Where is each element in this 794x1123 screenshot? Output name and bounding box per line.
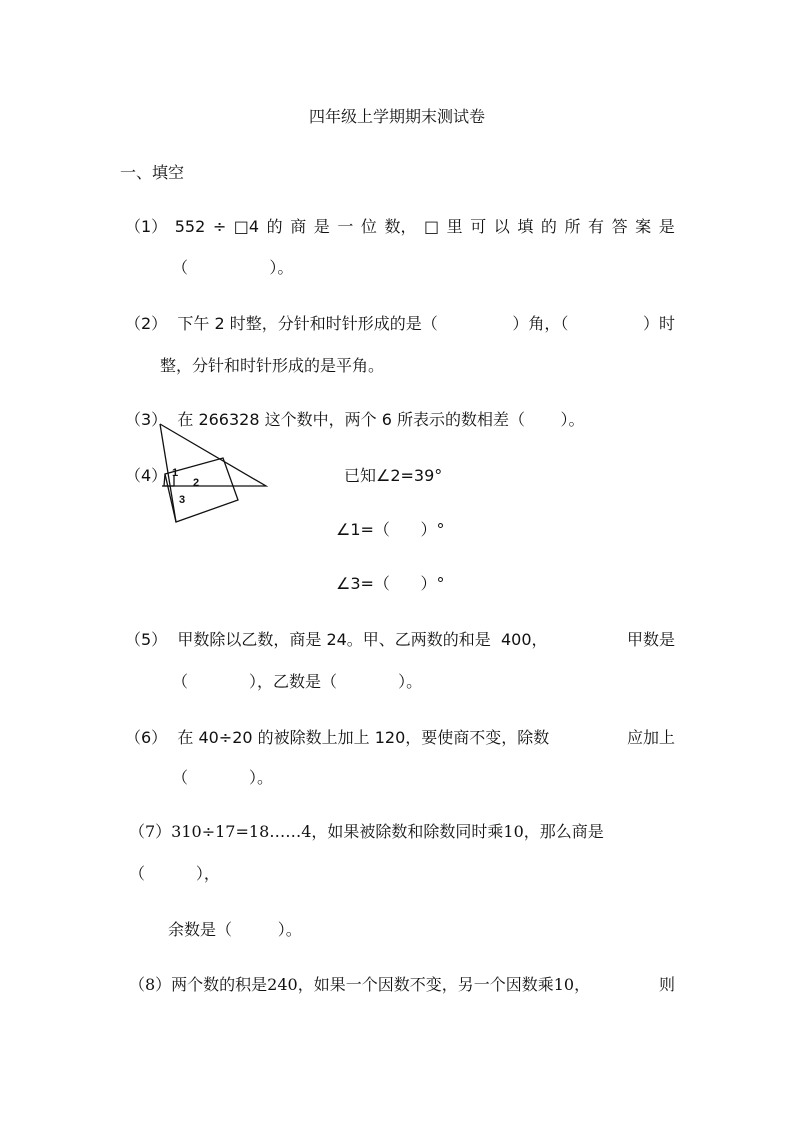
question-2-continuation: 整，分针和时针形成的是平角。 [160, 356, 385, 375]
question-1-word: 位 [360, 217, 377, 236]
question-6-text-left: （6） 在 40÷20 的被除数上加上 120，要使商不变，除数 [125, 728, 550, 747]
question-1-word: 的 [266, 217, 283, 236]
section-heading: 一、填空 [120, 163, 185, 182]
question-6-line [125, 728, 675, 748]
question-4-angle-1-blank[interactable]: ∠1=（ ）° [336, 520, 445, 539]
question-4-given: 已知∠2=39° [344, 466, 443, 485]
page-title: 四年级上学期期末测试卷 [308, 107, 485, 126]
question-1-word: ÷ [212, 217, 227, 236]
question-1-line [125, 217, 675, 237]
question-1-word: □ [424, 217, 440, 236]
question-2-line [125, 314, 675, 334]
question-1-word: 以 [493, 217, 510, 236]
question-1-word: 是 [658, 217, 675, 236]
question-1-word: 里 [446, 217, 463, 236]
question-5-text-left: （5） 甲数除以乙数，商是 24。甲、乙两数的和是 400， [125, 630, 548, 649]
question-1-word: 的 [540, 217, 557, 236]
question-1-word: 商 [290, 217, 307, 236]
question-6-answer-blank[interactable]: （ ）。 [172, 768, 274, 787]
question-1-word: 可 [470, 217, 487, 236]
question-1-word: 数， [384, 217, 417, 236]
question-1-word: （1） [125, 217, 168, 236]
question-4-number: （4） [125, 466, 168, 485]
angle-figure [156, 422, 271, 526]
question-1-word: 552 [174, 217, 206, 236]
question-2-text-right: ）时 [642, 314, 675, 333]
question-5-text-right: 甲数是 [626, 630, 675, 649]
question-8-text-left: （8）两个数的积是240，如果一个因数不变，另一个因数乘10， [129, 975, 591, 994]
question-1-word: 所 [564, 217, 581, 236]
question-8-line [129, 975, 675, 995]
question-1-answer-blank[interactable]: （ ）。 [172, 258, 294, 277]
question-8-text-right: 则 [658, 975, 675, 994]
angle-label-2: 2 [193, 477, 200, 489]
question-2-text-left: （2） 下午 2 时整，分针和时针形成的是（ [125, 314, 438, 333]
question-1-word: 一 [337, 217, 354, 236]
question-7-text: （7）310÷17=18……4，如果被除数和除数同时乘10，那么商是 [129, 822, 604, 841]
angle-label-3: 3 [179, 494, 186, 506]
question-1-word: 是 [313, 217, 330, 236]
question-1-word: 案 [635, 217, 652, 236]
question-7-remainder-blank[interactable]: 余数是（ ）。 [168, 920, 302, 939]
question-1-word: □4 [233, 217, 260, 236]
question-7-quotient-blank[interactable]: （ ）， [129, 864, 220, 883]
question-5-line [125, 630, 675, 650]
question-6-text-right: 应加上 [626, 728, 675, 747]
question-4-angle-3-blank[interactable]: ∠3=（ ）° [336, 574, 445, 593]
question-3-text: （3） 在 266328 这个数中，两个 6 所表示的数相差（ ）。 [125, 410, 585, 429]
angle-label-1: 1 [172, 467, 179, 479]
question-2-text-mid: ）角，（ [512, 314, 569, 333]
question-1-word: 答 [611, 217, 628, 236]
question-1-word: 填 [517, 217, 534, 236]
question-1-word: 有 [588, 217, 605, 236]
question-5-answer-blanks[interactable]: （ ），乙数是（ ）。 [172, 672, 423, 691]
